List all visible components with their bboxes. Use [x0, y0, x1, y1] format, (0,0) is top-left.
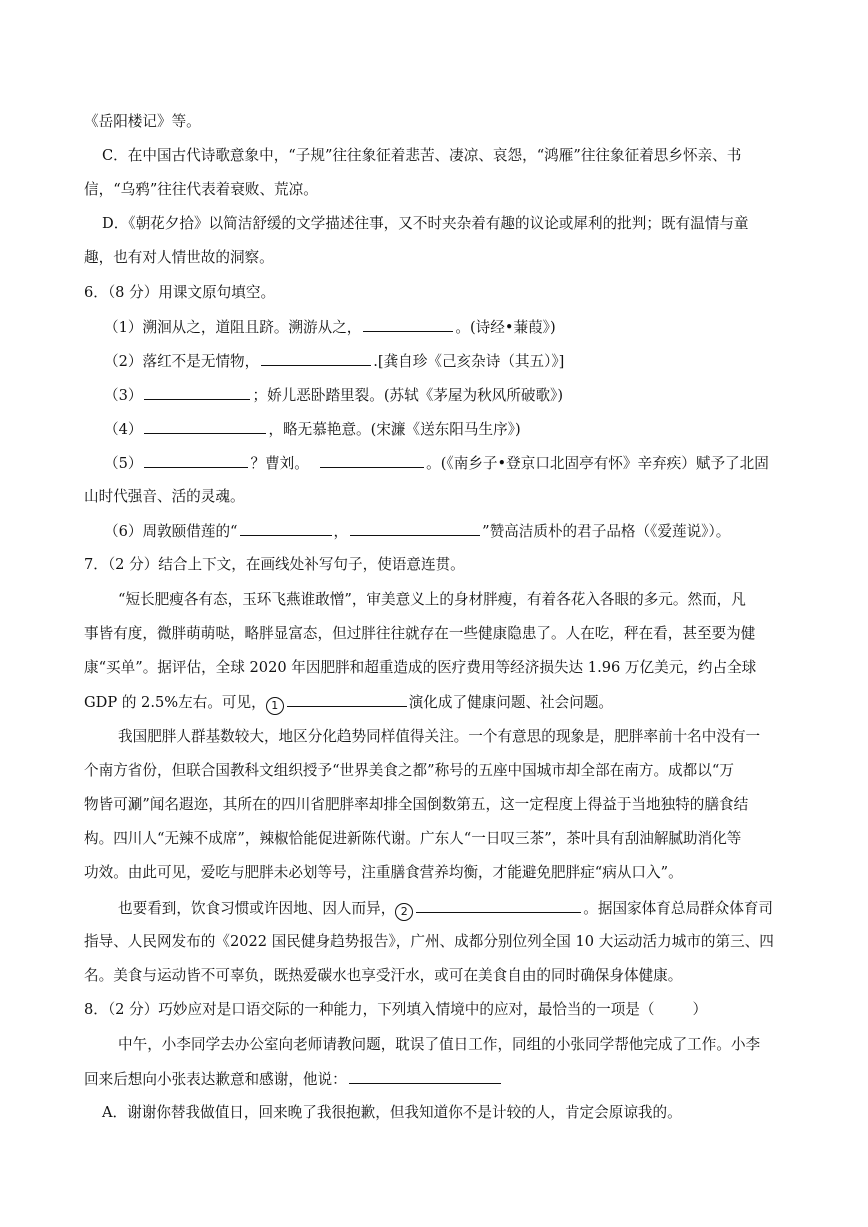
q6-item-6: （6）周敦颐借莲的“ ， ”赞高洁质朴的君子品格（《爱莲说》）。: [104, 523, 731, 540]
option-a[interactable]: A．谢谢你替我做值日，回来晚了我很抱歉，但我知道你不是计较的人，肯定会原谅我的。: [102, 1104, 682, 1121]
option-d-line: D．《朝花夕拾》以简洁舒缓的文学描述往事，又不时夹杂着有趣的议论或犀利的批判；既有温情与童: [102, 215, 749, 232]
question-8-title: 8．（2 分）巧妙应对是口语交际的一种能力，下列填入情境中的应对，最恰当的一项是（ ）: [84, 1001, 708, 1018]
answer-blank[interactable]: [144, 419, 266, 434]
passage-line: 个南方省份，但联合国教科文组织授予“世界美食之都”称号的五座中国城市却全部在南方。成都以“万: [84, 762, 734, 779]
answer-blank[interactable]: [416, 898, 581, 913]
blank-marker-2: 2: [395, 903, 413, 921]
answer-blank[interactable]: [240, 521, 332, 536]
q6-item-5-cont: 山时代强音、活的灵魂。: [84, 488, 245, 505]
passage-line: 也要看到，饮食习惯或许因地、因人而异， 2 。据国家体育总局群众体育司: [118, 898, 773, 921]
blank-marker-1: 1: [266, 697, 284, 715]
question-7-title: 7．（2 分）结合上下文，在画线处补写句子，使语意连贯。: [84, 556, 465, 573]
text-line: 《岳阳楼记》等。: [84, 113, 201, 130]
passage-line: 功效。由此可见，爱吃与肥胖未必划等号，注重膳食营养均衡，才能避免肥胖症“病从口入”。: [84, 864, 683, 881]
passage-line: 康“买单”。据评估，全球 2020 年因肥胖和超重造成的医疗费用等经济损失达 1.96 万亿美元，约占全球: [84, 659, 757, 676]
scenario-line: 中午，小李同学去办公室向老师请教问题，耽误了值日工作，同组的小张同学帮他完成了工作。小李: [118, 1036, 761, 1053]
answer-blank[interactable]: [320, 453, 424, 468]
passage-line: 物皆可涮”闻名遐迩，其所在的四川省肥胖率却排全国倒数第五，这一定程度上得益于当地独特的膳食结: [84, 796, 749, 813]
answer-blank[interactable]: [261, 351, 371, 366]
q6-item-5: （5） ？曹刘。 。(《南乡子•登京口北固亭有怀》辛弃疾）赋予了北固: [104, 455, 769, 472]
q6-item-2: （2）落红不是无情物， .[龚自珍《己亥杂诗（其五）》]: [104, 353, 565, 370]
scenario-line: 回来后想向小张表达歉意和感谢，他说：: [84, 1069, 503, 1090]
q6-item-1: （1）溯洄从之，道阻且跻。溯游从之， 。(诗经•蒹葭》): [104, 319, 556, 336]
passage-line: GDP 的 2.5%左右。可见， 1 演化成了健康问题、社会问题。: [84, 692, 613, 715]
passage-line: 我国肥胖人群基数较大，地区分化趋势同样值得关注。一个有意思的现象是，肥胖率前十名中没有一: [118, 728, 761, 745]
passage-line: 名。美食与运动皆不可辜负，既热爱碳水也享受汗水，或可在美食自由的同时确保身体健康。: [84, 967, 683, 984]
option-c-line: C．在中国古代诗歌意象中，“子规”往往象征着悲苦、凄凉、哀怨，“鸿雁”往往象征着思乡怀亲、书: [102, 147, 742, 164]
answer-blank[interactable]: [363, 317, 453, 332]
option-d-line: 趣，也有对人情世故的洞察。: [84, 249, 274, 266]
q6-item-4: （4） ，略无慕艳意。(宋濂《送东阳马生序》): [104, 421, 521, 438]
passage-line: 事皆有度，微胖萌萌哒，略胖显富态，但过胖往往就存在一些健康隐患了。人在吃，秤在看，甚至要为健: [84, 625, 756, 642]
answer-blank[interactable]: [287, 692, 407, 707]
passage-line: 构。四川人“无辣不成席”，辣椒恰能促进新陈代谢。广东人“一日叹三茶”，茶叶具有刮油解腻助消化等: [84, 830, 742, 847]
answer-blank[interactable]: [144, 453, 248, 468]
option-c-line: 信，“乌鸦”往往代表着衰败、荒凉。: [84, 181, 318, 198]
q6-item-3: （3） ；娇儿恶卧踏里裂。(苏轼《茅屋为秋风所破歌》): [104, 387, 564, 404]
answer-blank[interactable]: [144, 385, 250, 400]
answer-blank[interactable]: [350, 521, 480, 536]
passage-line: “短长肥瘦各有态，玉环飞燕谁敢憎”，审美意义上的身材胖瘦，有着各花入各眼的多元。然而，凡: [118, 591, 746, 608]
question-6-title: 6．（8 分）用课文原句填空。: [84, 284, 276, 301]
answer-blank[interactable]: [349, 1069, 501, 1084]
passage-line: 指导、人民网发布的《2022 国民健身趋势报告》，广州、成都分别位列全国 10 大运动活力城市的第三、四: [84, 933, 774, 950]
